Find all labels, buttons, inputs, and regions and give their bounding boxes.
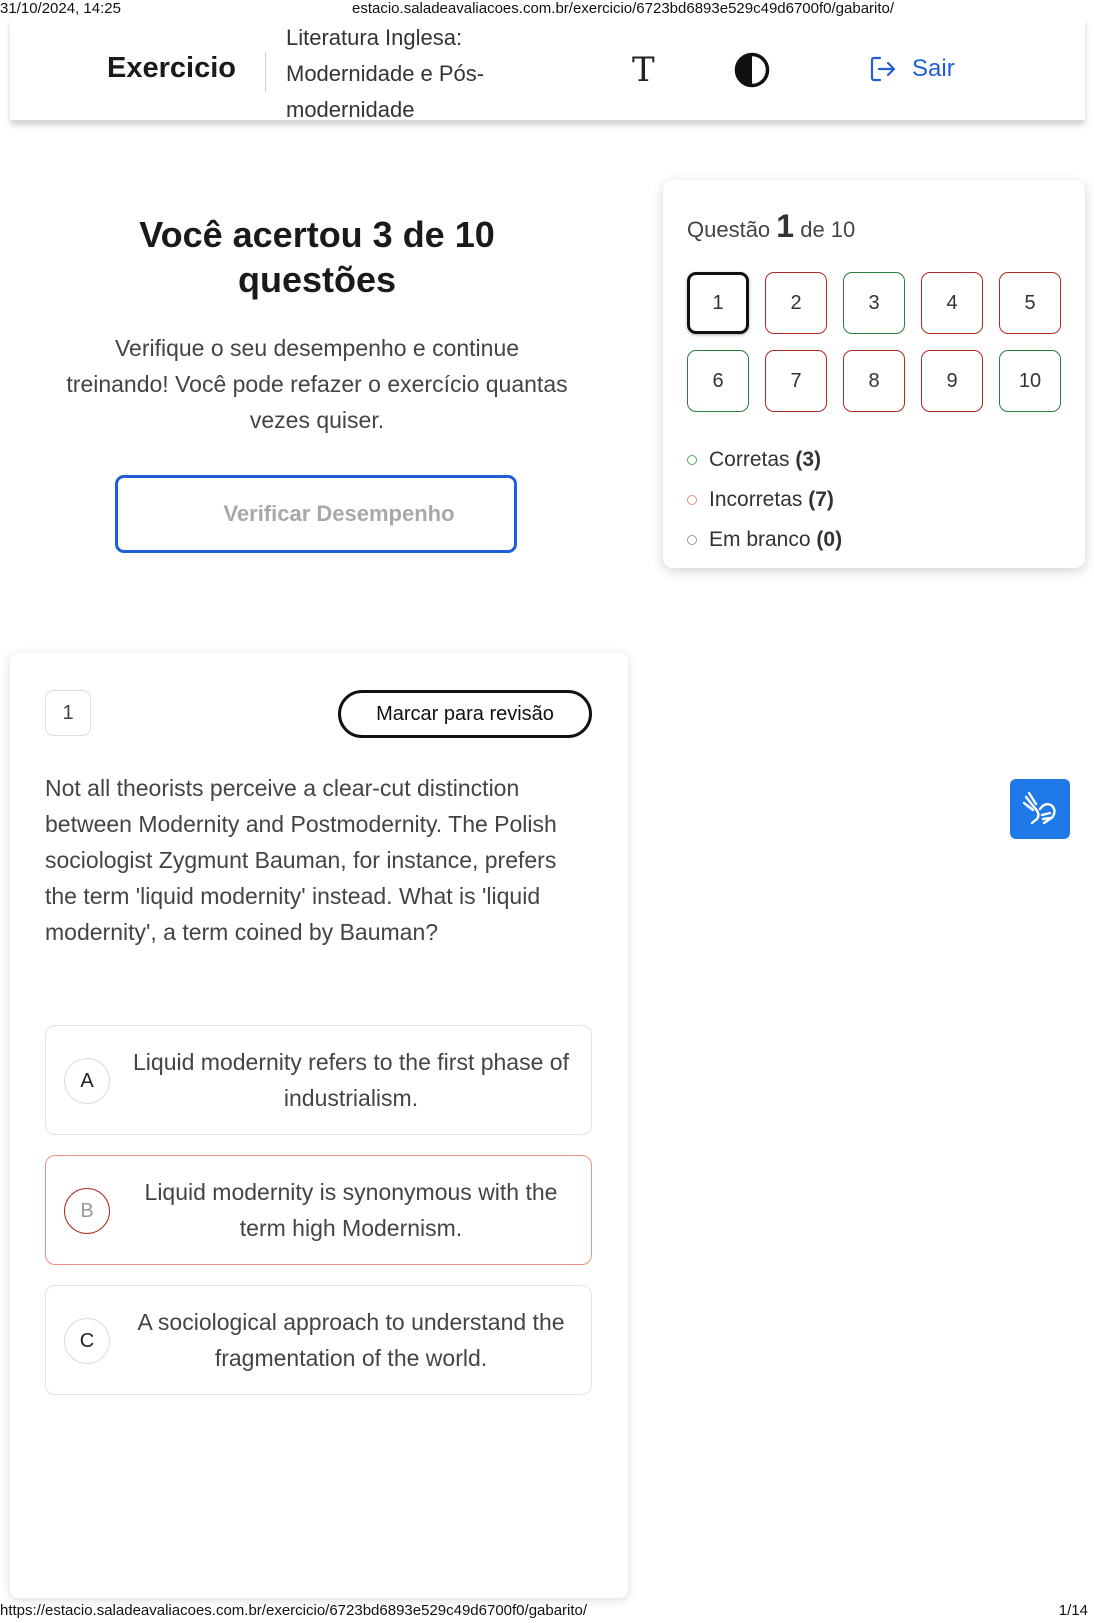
print-url: estacio.saladeavaliacoes.com.br/exercicio/6723bd6893e529c49d6700f0/gabarito/ xyxy=(352,0,895,17)
top-bar xyxy=(10,18,1085,120)
mark-for-review-button[interactable]: Marcar para revisão xyxy=(338,690,592,738)
legend-blank xyxy=(687,520,842,560)
navigator-current: 1 xyxy=(776,208,795,244)
question-nav-2[interactable]: 2 xyxy=(765,272,827,334)
option-letter: A xyxy=(64,1058,110,1104)
option-b[interactable] xyxy=(45,1155,592,1265)
option-letter: C xyxy=(64,1318,110,1364)
print-header xyxy=(0,0,1094,18)
legend-incorrect-label: Incorretas xyxy=(709,488,803,511)
blank-dot-icon xyxy=(687,535,697,545)
question-nav-9[interactable]: 9 xyxy=(921,350,983,412)
result-summary xyxy=(62,212,572,438)
question-nav-8[interactable]: 8 xyxy=(843,350,905,412)
incorrect-dot-icon xyxy=(687,495,697,505)
page-number: 1/14 xyxy=(1058,1602,1088,1619)
legend-incorrect-count: (7) xyxy=(808,488,834,511)
legend-blank-label: Em branco xyxy=(709,528,811,551)
logout-icon xyxy=(868,54,898,84)
result-message: Verifique o seu desempenho e continue treinando! Você pode refazer o exercício quantas vezes quiser. xyxy=(66,335,568,433)
question-nav-1[interactable]: 1 xyxy=(687,272,749,334)
font-size-icon[interactable]: T xyxy=(632,50,655,90)
correct-dot-icon xyxy=(687,455,697,465)
question-number: 1 xyxy=(45,690,91,736)
legend-correct-label: Corretas xyxy=(709,448,790,471)
option-text: Liquid modernity refers to the first phase of industrialism. xyxy=(133,1049,569,1111)
question-nav-10[interactable]: 10 xyxy=(999,350,1061,412)
question-stem: Not all theorists perceive a clear-cut distinction between Modernity and Postmodernity. The Polish sociologist Zygmunt Bauman, for instance, prefers the term 'liquid modernity' instead. What is 'liquid modernity', a term coined by Bauman? xyxy=(45,775,557,945)
option-a[interactable] xyxy=(45,1025,592,1135)
legend-correct xyxy=(687,440,842,480)
legend-incorrect xyxy=(687,480,842,520)
sign-language-button[interactable] xyxy=(1010,779,1070,839)
question-nav-5[interactable]: 5 xyxy=(999,272,1061,334)
option-text: Liquid modernity is synonymous with the term high Modernism. xyxy=(144,1179,558,1241)
print-footer xyxy=(0,1602,1094,1622)
logout-button[interactable] xyxy=(868,54,955,84)
legend-blank-count: (0) xyxy=(816,528,843,551)
footer-url: https://estacio.saladeavaliacoes.com.br/exercicio/6723bd6893e529c49d6700f0/gabarito/ xyxy=(0,1602,588,1619)
question-nav-3[interactable]: 3 xyxy=(843,272,905,334)
question-nav-7[interactable]: 7 xyxy=(765,350,827,412)
option-text: A sociological approach to understand the fragmentation of the world. xyxy=(137,1309,565,1371)
option-letter: B xyxy=(64,1188,110,1234)
navigator-label-prefix: Questão xyxy=(687,217,771,242)
question-nav-4[interactable]: 4 xyxy=(921,272,983,334)
logout-label: Sair xyxy=(912,55,955,82)
print-datetime: 31/10/2024, 14:25 xyxy=(0,0,121,17)
contrast-icon[interactable] xyxy=(734,52,770,88)
legend-correct-count: (3) xyxy=(795,448,822,471)
option-c[interactable] xyxy=(45,1285,592,1395)
question-card xyxy=(10,653,628,1598)
question-navigator xyxy=(663,180,1085,568)
question-nav-6[interactable]: 6 xyxy=(687,350,749,412)
status-legend xyxy=(687,440,842,560)
result-title: Você acertou 3 de 10 questões xyxy=(139,214,495,300)
course-title: Literatura Inglesa: Modernidade e Pós-modernidade xyxy=(286,25,485,122)
question-grid xyxy=(687,272,1062,412)
navigator-label-suffix: de 10 xyxy=(800,217,856,242)
verify-performance-button[interactable]: Verificar Desempenho xyxy=(115,475,517,553)
sign-language-hands-icon xyxy=(1020,789,1060,829)
brand-title: Exercicio xyxy=(107,52,236,84)
navigator-title xyxy=(687,208,855,245)
header-divider xyxy=(265,52,266,92)
